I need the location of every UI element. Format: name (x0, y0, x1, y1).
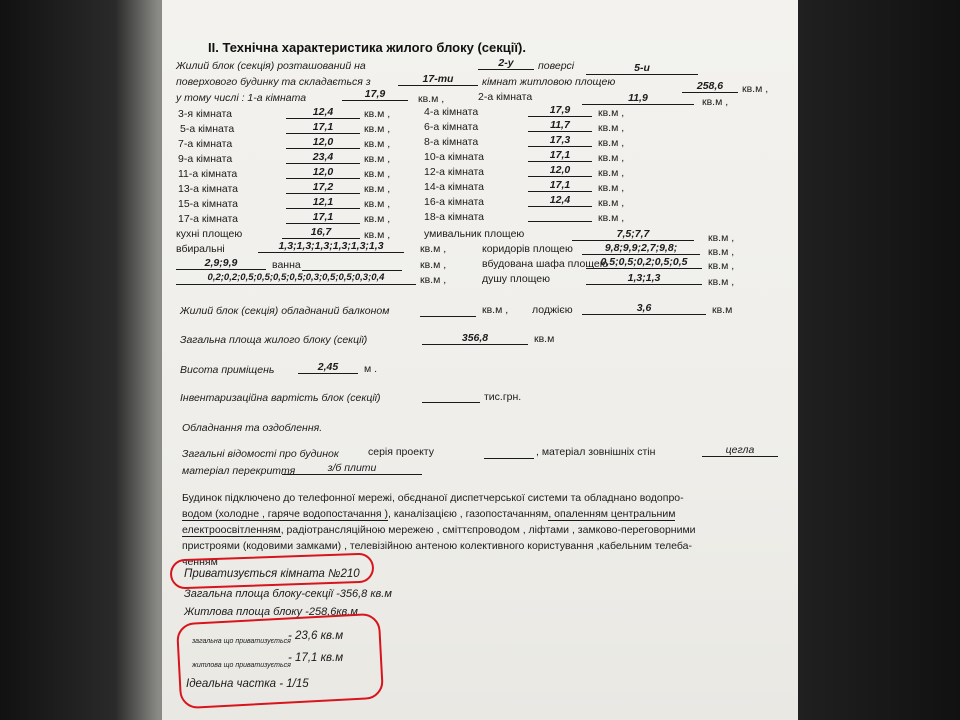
sink-unit: кв.м , (708, 232, 735, 244)
room-value: 12,0 (286, 136, 360, 149)
rooms-count-label: кімнат житловою площею (482, 76, 616, 88)
corridor-value: 9,8;9,9;2,7;9,8; (582, 242, 700, 255)
kitchen-value: 16,7 (282, 226, 360, 239)
shower-label: душу площею (482, 273, 550, 285)
loggia-unit: кв.м (712, 304, 733, 316)
room-value: 17,3 (528, 134, 592, 147)
room-label: 16-а кімната (424, 196, 485, 208)
privatized-living-label: житлова що приватизується (192, 662, 291, 669)
corridor-unit: кв.м , (708, 246, 735, 258)
room-unit: кв.м , (364, 123, 391, 135)
ceiling-value: з/б плити (282, 462, 422, 475)
total-area-value: 356,8 (422, 332, 528, 345)
walls-label: , матеріал зовнішніх стін (536, 446, 656, 458)
shower-value: 1,3;1,3 (586, 272, 702, 285)
ideal-share-note: Ідеальна частка - 1/15 (186, 678, 309, 690)
room-label: 5-а кімната (180, 123, 235, 135)
building-floors-value: 5-и (586, 62, 698, 75)
red-highlight-room (170, 552, 375, 589)
height-unit: м . (364, 363, 378, 375)
water-supply: водом (холодне , гаряче водопостачання ) (182, 508, 388, 520)
connected-line-4: пристроями (кодовими замками) , телевізійною антеною колективного користування ,кабельним телеба- (182, 540, 692, 552)
balcony-label: Жилий блок (секція) обладнаний балконом (180, 305, 390, 317)
intro-line-1: Жилий блок (секція) розташований на (176, 60, 366, 72)
room-label: 4-а кімната (424, 106, 479, 118)
connected-line-3 (182, 524, 696, 536)
red-highlight-share (176, 613, 384, 710)
room-label: 12-а кімната (424, 166, 485, 178)
room-2-label: 2-а кімната (478, 91, 533, 103)
height-label: Висота приміщень (180, 364, 275, 376)
privatized-living-value: - 17,1 кв.м (288, 652, 344, 664)
room-unit: кв.м , (364, 153, 391, 165)
room-value: 17,1 (528, 149, 592, 162)
block-total-area-note: Загальна площа блоку-секції -356,8 кв.м (184, 588, 392, 600)
height-value: 2,45 (298, 361, 358, 374)
document-sheet (162, 0, 798, 720)
room-value: 17,1 (286, 211, 360, 224)
room-label: 18-а кімната (424, 211, 485, 223)
privatized-room-note: Приватизується кімната №210 (184, 568, 360, 580)
living-area-value: 258,6 (682, 80, 738, 93)
room-value: 23,4 (286, 151, 360, 164)
room-unit: кв.м , (598, 107, 625, 119)
room-value (528, 209, 592, 222)
wc-unit: кв.м , (420, 243, 447, 255)
corridor-label: коридорів площею (482, 243, 573, 255)
room-label: 10-а кімната (424, 151, 485, 163)
room-value: 12,0 (528, 164, 592, 177)
floor-value: 2-у (478, 57, 534, 70)
wc-value: 1,3;1,3;1,3;1,3;1,3;1,3 (258, 240, 404, 253)
inventory-blank-line (422, 402, 480, 403)
room-label: 14-а кімната (424, 181, 485, 193)
connected-line-1: Будинок підключено до телефонної мережі, обєднаної диспетчерської системи та обладнано водопро- (182, 492, 684, 504)
room-unit: кв.м , (598, 182, 625, 194)
general-label: Загальні відомості про будинок (182, 448, 339, 460)
room-label: 3-я кімната (178, 108, 233, 120)
bath-label: ванна (272, 259, 301, 271)
total-area-label: Загальна площа жилого блоку (секції) (180, 334, 368, 346)
bath-blank-line (302, 270, 402, 271)
walls-value: цегла (702, 444, 778, 457)
room-unit: кв.м , (598, 167, 625, 179)
room-unit: кв.м , (364, 108, 391, 120)
floor-label: поверсі (538, 60, 575, 72)
room-label: 6-а кімната (424, 121, 479, 133)
room-unit: кв.м , (598, 197, 625, 209)
loggia-value: 3,6 (582, 302, 706, 315)
room-2-unit: кв.м , (702, 96, 729, 108)
block-living-area-note: Житлова площа блоку -258,6кв.м (184, 606, 358, 618)
room-unit: кв.м , (364, 138, 391, 150)
intro-line-2: поверхового будинку та складається з (176, 76, 371, 88)
room-value: 12,1 (286, 196, 360, 209)
misc-values-unit: кв.м , (420, 274, 447, 286)
sink-value: 7,5;7,7 (572, 228, 694, 241)
room-value: 12,0 (286, 166, 360, 179)
room-label: 7-а кімната (178, 138, 233, 150)
bath-unit: кв.м , (420, 259, 447, 271)
inventory-unit: тис.грн. (484, 391, 522, 403)
misc-values-row: 0,2;0,2;0,5;0,5;0,5;0,5;0,3;0,5;0,5;0,3;0,4 (176, 272, 416, 285)
total-area-unit: кв.м (534, 333, 555, 345)
room-unit: кв.м , (364, 198, 391, 210)
inventory-label: Інвентаризаційна вартість блок (секції) (180, 392, 381, 404)
shower-unit: кв.м , (708, 276, 735, 288)
sewerage: , каналізацією (387, 508, 457, 520)
room-value: 17,1 (528, 179, 592, 192)
series-blank-line (484, 458, 534, 459)
room-value: 11,7 (528, 119, 592, 132)
connected-line-3-rest: , радіотрансляційною мережею , сміттєпроводом , ліфтами , замково-переговорними (280, 524, 696, 536)
wardrobe-unit: кв.м , (708, 260, 735, 272)
intro-line-3: у тому числі : 1-а кімната (176, 92, 307, 104)
room-label: 11-а кімната (178, 168, 238, 180)
connected-line-2 (182, 508, 675, 520)
room-unit: кв.м , (364, 183, 391, 195)
wardrobe-label: вбудована шафа площею (482, 258, 608, 270)
room-1-unit: кв.м , (418, 93, 445, 105)
room-unit: кв.м , (598, 137, 625, 149)
series-label: серія проекту (368, 446, 434, 458)
balcony-unit: кв.м , (482, 304, 509, 316)
kitchen-unit: кв.м , (364, 229, 391, 241)
room-label: 9-а кімната (178, 153, 233, 165)
kitchen-label: кухні площею (176, 228, 243, 240)
room-label: 15-а кімната (178, 198, 239, 210)
bath-values: 2,9;9,9 (176, 257, 266, 270)
room-2-value: 11,9 (582, 92, 694, 105)
room-unit: кв.м , (598, 152, 625, 164)
equipment-label: Обладнання та оздоблення. (182, 422, 323, 434)
room-value: 12,4 (528, 194, 592, 207)
privatized-total-label: загальна що приватизується (192, 638, 291, 645)
room-value: 17,1 (286, 121, 360, 134)
room-value: 17,2 (286, 181, 360, 194)
heating: , опаленням центральним (548, 508, 676, 520)
room-value: 12,4 (286, 106, 360, 119)
privatized-total-value: - 23,6 кв.м (288, 630, 344, 642)
electric-lighting: електроосвітленням (182, 524, 281, 536)
room-unit: кв.м , (598, 212, 625, 224)
room-label: 8-а кімната (424, 136, 479, 148)
living-area-unit: кв.м , (742, 83, 769, 95)
sink-label: умивальник площею (424, 228, 525, 240)
loggia-label: лоджією (532, 304, 573, 316)
connected-line-5: ченням (182, 556, 218, 568)
gas-supply: , газопостачанням (459, 508, 549, 520)
room-label: 13-а кімната (178, 183, 239, 195)
rooms-count-value: 17-ти (398, 73, 478, 86)
room-unit: кв.м , (364, 168, 391, 180)
room-value: 17,9 (528, 104, 592, 117)
wardrobe-value: 0,5;0,5;0,2;0,5;0,5 (586, 256, 702, 269)
wc-label: вбиральні (176, 243, 225, 255)
ceiling-label: матеріал перекриття (182, 465, 296, 477)
section-title: II. Технічна характеристика жилого блоку (секції). (208, 40, 526, 55)
room-label: 17-а кімната (178, 213, 239, 225)
room-unit: кв.м , (598, 122, 625, 134)
room-unit: кв.м , (364, 213, 391, 225)
balcony-blank-line (420, 316, 476, 317)
room-1-value: 17,9 (342, 88, 408, 101)
